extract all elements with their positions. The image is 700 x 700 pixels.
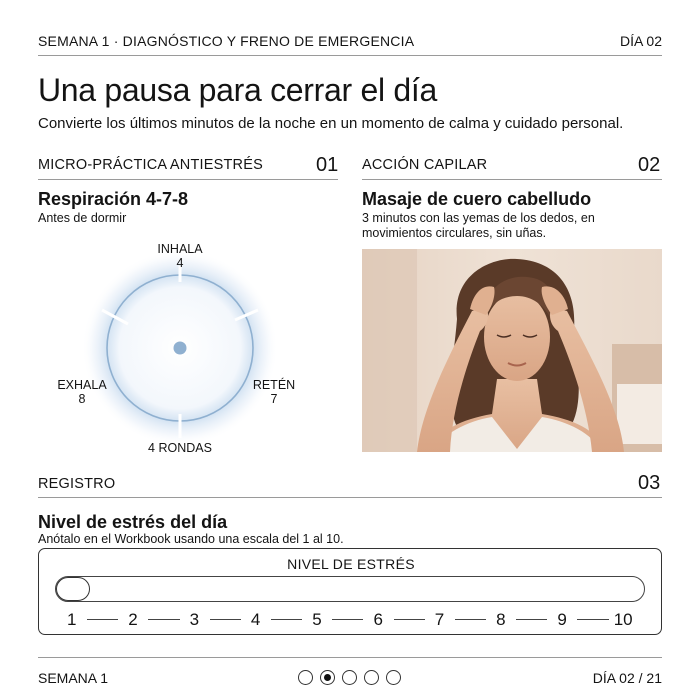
section-label-record: REGISTRO <box>38 476 116 492</box>
breathing-caption: Antes de dormir <box>38 211 127 225</box>
scale-dash <box>516 619 547 620</box>
inhale-label-group <box>150 242 210 270</box>
header-divider <box>38 55 662 56</box>
footer-divider <box>38 657 662 658</box>
hold-label-group <box>244 378 304 406</box>
rounds-label: 4 RONDAS <box>148 441 212 455</box>
stress-heading: Nivel de estrés del día <box>38 512 228 532</box>
section-number-02: 02 <box>638 154 661 176</box>
section2-divider <box>362 179 662 180</box>
scale-number-7[interactable]: 7 <box>434 610 445 629</box>
scale-dash <box>271 619 302 620</box>
scale-dash <box>332 619 363 620</box>
scale-number-4[interactable]: 4 <box>250 610 261 629</box>
section-label-hair-action: ACCIÓN CAPILAR <box>362 157 488 173</box>
scale-number-1[interactable]: 1 <box>67 610 77 629</box>
section3-divider <box>38 497 662 498</box>
stress-scale-card <box>38 548 662 635</box>
hold-label: RETÉN <box>252 378 296 392</box>
footer-page: DÍA 02 / 21 <box>592 670 662 686</box>
breathing-center-dot <box>174 342 187 355</box>
scale-number-9[interactable]: 9 <box>557 610 567 629</box>
massage-description: 3 minutos con las yemas de los dedos, en movimientos circulares, sin uñas. <box>362 211 595 240</box>
section-label-micro-practice: MICRO-PRÁCTICA ANTIESTRÉS <box>38 157 263 173</box>
page-dot-3[interactable] <box>342 670 357 685</box>
inhale-count: 4 <box>176 256 184 270</box>
exhale-label-group <box>52 378 112 406</box>
page-title: Una pausa para cerrar el día <box>38 72 437 108</box>
scale-dash <box>87 619 118 620</box>
page-dot-5[interactable] <box>386 670 401 685</box>
scale-number-6[interactable]: 6 <box>373 610 383 629</box>
exhale-count: 8 <box>78 392 86 406</box>
week-title: SEMANA 1 · DIAGNÓSTICO Y FRENO DE EMERGENCIA <box>38 33 415 49</box>
scale-dash <box>148 619 179 620</box>
scale-number-8[interactable]: 8 <box>496 610 506 629</box>
stress-scale-title: NIVEL DE ESTRÉS <box>287 556 415 572</box>
scale-dash <box>394 619 425 620</box>
hold-count: 7 <box>270 392 278 406</box>
scale-number-3[interactable]: 3 <box>189 610 200 629</box>
stress-slider-thumb[interactable] <box>56 577 90 601</box>
section-number-01: 01 <box>316 154 339 176</box>
scale-number-2[interactable]: 2 <box>128 610 138 629</box>
page-dot-2-active[interactable] <box>320 670 335 685</box>
inhale-label: INHALA <box>157 242 203 256</box>
footer-week: SEMANA 1 <box>38 670 109 686</box>
stress-caption: Anótalo en el Workbook usando una escala del 1 al 10. <box>38 532 344 546</box>
stress-slider-track[interactable] <box>55 576 645 602</box>
massage-heading: Masaje de cuero cabelludo <box>362 189 592 209</box>
scalp-massage-illustration <box>362 249 662 452</box>
page-subtitle: Convierte los últimos minutos de la noche en un momento de calma y cuidado personal. <box>38 115 624 132</box>
scale-dash <box>577 619 608 620</box>
page-dots <box>298 670 401 685</box>
exhale-label: EXHALA <box>57 378 107 392</box>
section1-divider <box>38 179 338 180</box>
section-number-03: 03 <box>638 472 661 494</box>
scale-dash <box>210 619 241 620</box>
scale-number-5[interactable]: 5 <box>312 610 322 629</box>
page-dot-4[interactable] <box>364 670 379 685</box>
day-indicator: DÍA 02 <box>619 33 662 49</box>
breathing-diagram <box>80 248 280 448</box>
scale-number-10[interactable]: 10 <box>613 610 633 629</box>
page-dot-1[interactable] <box>298 670 313 685</box>
scale-dash <box>455 619 486 620</box>
breathing-heading: Respiración 4-7-8 <box>38 189 189 209</box>
